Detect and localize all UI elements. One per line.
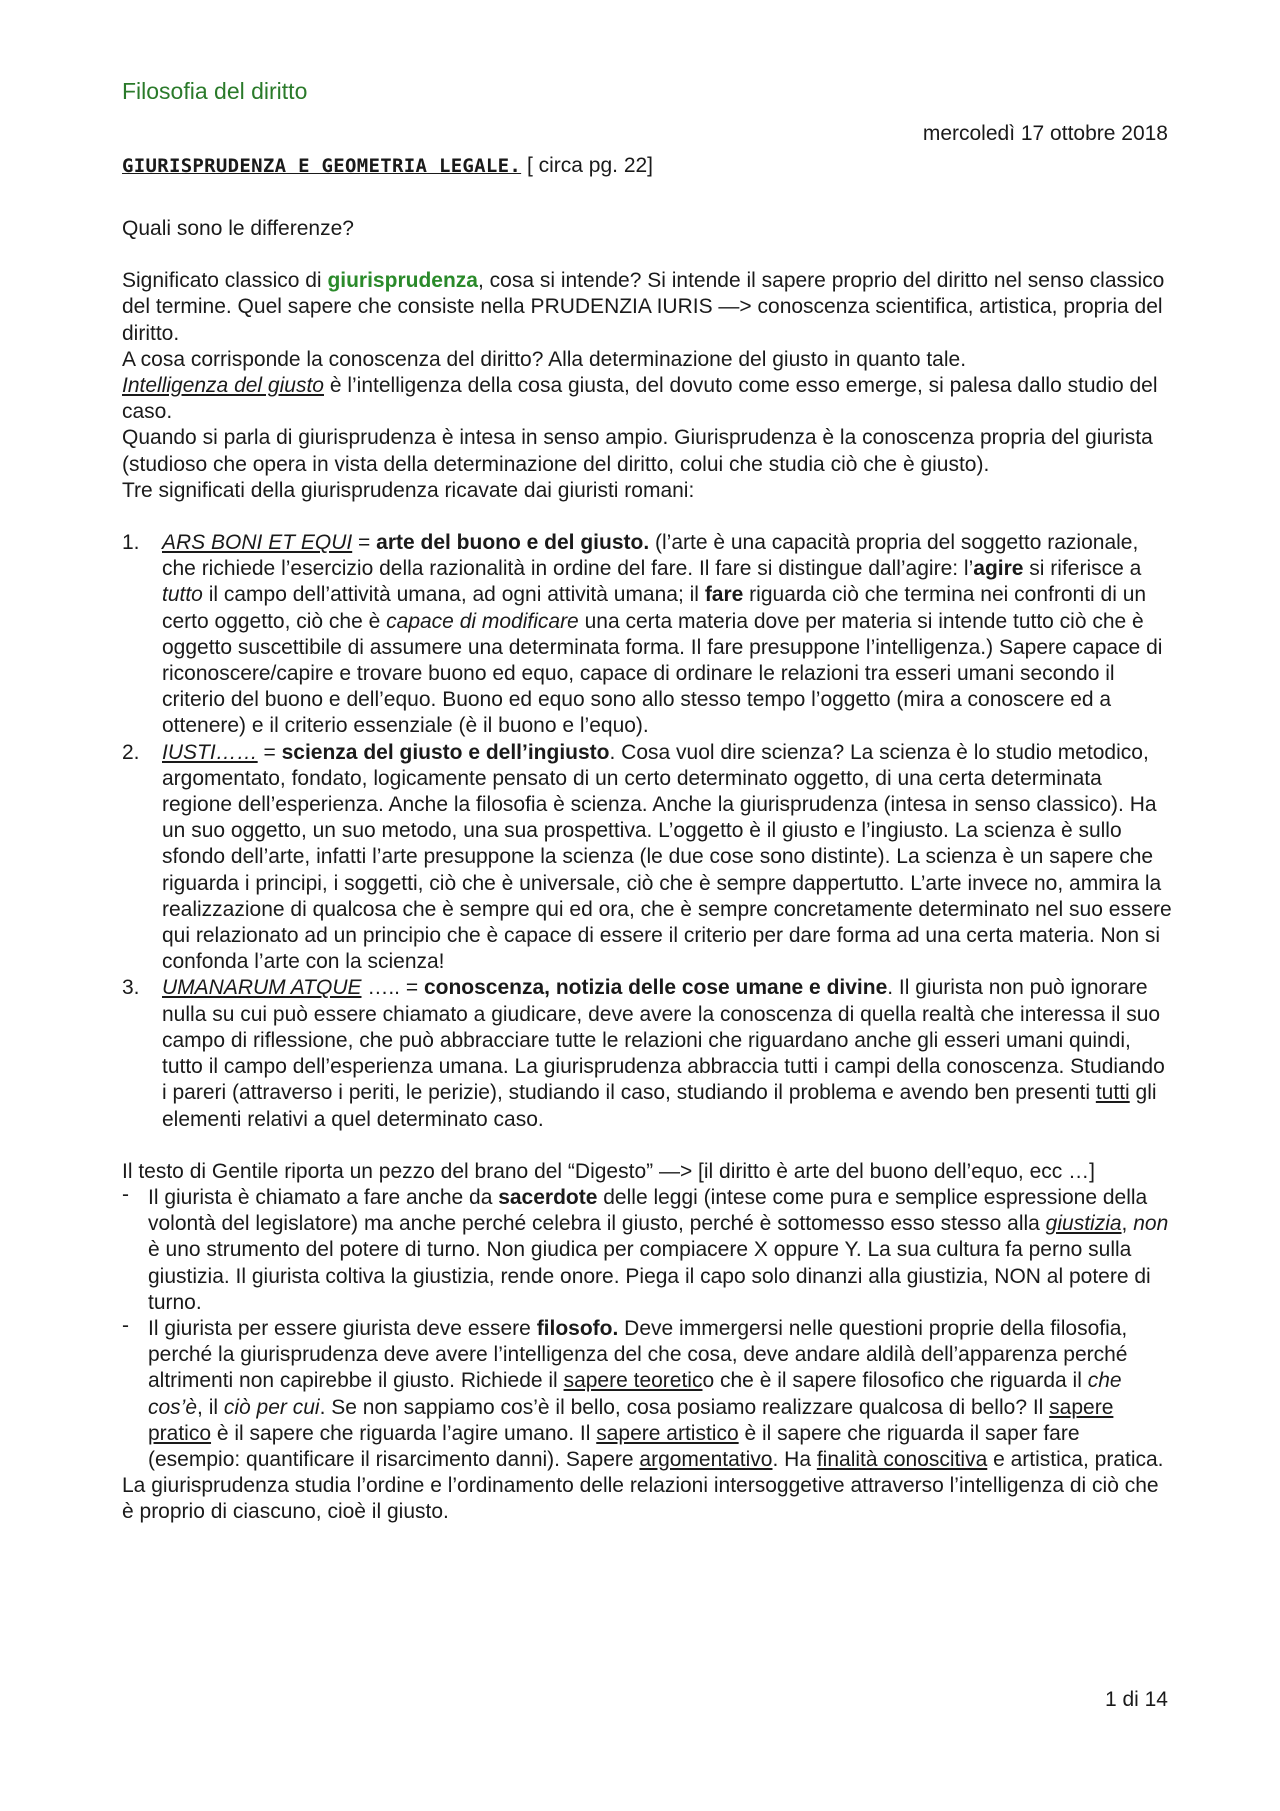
title-page-ref: [ circa pg. 22] [521, 154, 654, 177]
text-span: filosofo. [536, 1316, 619, 1340]
text-span: = [257, 740, 282, 764]
text-span: delle leggi (intese come pura e semplice espressione della volontà del legislatore) ma anche perché celebra il giusto, perché è sottomesso esso stesso alla [148, 1185, 1148, 1236]
definition: conoscenza, notizia delle cose umane e divine [423, 976, 888, 1000]
list-item [122, 1313, 1172, 1473]
paragraph-broad-sense: Quando si parla di giurisprudenza è intesa in senso ampio. Giurisprudenza è la conoscenza propria del giurista (studioso che opera in vista della determinazione del diritto, colui che studia ciò che è giusto). [122, 426, 1153, 476]
text-span: agire [973, 557, 1024, 581]
text-span: ….. = [361, 976, 424, 1000]
text-span: sapere artistico [596, 1421, 739, 1445]
text-span: gli elementi relativi a quel determinato caso. [162, 1081, 1157, 1131]
intro-question: Quali sono le differenze? [122, 217, 354, 240]
text-span: Significato classico di [122, 269, 328, 293]
text-span: = [352, 531, 377, 555]
text-span: . Ha [772, 1447, 817, 1471]
list-item [122, 975, 1172, 1132]
text-span: giustizia [1045, 1212, 1122, 1236]
jurist-points-list [122, 1182, 1172, 1473]
text-span: sapere pratico [148, 1395, 1114, 1445]
dash-bullet: - [122, 1313, 129, 1337]
text-span: una certa materia dove per materia si intende tutto ciò che è oggetto suscettibile di assumere una determinata forma. Il fare presuppone l’intelligenza.) Sapere capace di riconoscere/capire e trovare buono ed equo, capace di ordinare le relazioni tra esseri umani secondo il criterio del buono e dell’equo. Buono ed equo sono allo stesso tempo l’oggetto (mira a conoscere ed a ottenere) e il criterio essenziale (è il buono e l’equo). [162, 609, 1163, 738]
text-span: (l’arte è una capacità propria del soggetto razionale, che richiede l’esercizio della razionalità in ordine del fare. Il fare si distingue dall’agire: l’ [162, 531, 1139, 581]
text-span: . Cosa vuol dire scienza? La scienza è lo studio metodico, argomentato, fondato, logicamente pensato di un certo determinato oggetto, di una certa determinata regione dell’esperienza. Anche la filosofia è scienza. Anche la giurisprudenza (intesa in senso classico). Ha un suo oggetto, un suo metodo, una sua prospettiva. L’oggetto è il giusto e l’ingiusto. La scienza è sullo sfondo dell’arte, infatti l’arte presuppone la scienza (le due cose sono distinte). La scienza è un sapere che riguarda i principi, i soggetti, ciò che è universale, ciò che è sempre dappertutto. L’arte invece no, ammira la realizzazione di qualcosa che è sempre qui ed ora, che è sempre concretamente determinato nel suo essere qui relazionato ad un principio che è capace di essere il criterio per dare forma ad una certa materia. Non si confonda l’arte con la scienza! [162, 740, 1172, 974]
text-span: capace di modificare [386, 609, 579, 633]
title-main: GIURISPRUDENZA E GEOMETRIA LEGALE. [122, 155, 522, 177]
text-span: e artistica, pratica. [987, 1447, 1164, 1471]
text-span: è il sapere che riguarda l’agire umano. Il [211, 1421, 597, 1445]
text-span: Il giurista per essere giurista deve essere [148, 1316, 537, 1340]
text-span: tutto [162, 583, 203, 607]
text-span: finalità conoscitiva [816, 1447, 988, 1471]
paragraph-gentile: Il testo di Gentile riporta un pezzo del brano del “Digesto” —> [il diritto è arte del buono dell’equo, ecc …] [122, 1159, 1095, 1183]
page-number: 1 di 14 [1104, 1688, 1168, 1711]
lecture-date: mercoledì 17 ottobre 2018 [922, 122, 1168, 145]
paragraph-knowledge: A cosa corrisponde la conoscenza del diritto? Alla determinazione del giusto in quanto tale. [122, 347, 967, 371]
text-span: , [1121, 1212, 1134, 1236]
text-span: che cos’è [148, 1369, 1122, 1419]
list-number: 3. [122, 976, 140, 1000]
paragraph-three-meanings: Tre significati della giurisprudenza ricavate dai giuristi romani: [122, 478, 695, 502]
paragraph-closing: La giurisprudenza studia l’ordine e l’ordinamento delle relazioni intersoggetive attraverso l’intelligenza di ciò che è proprio di ciascuno, cioè il giusto. [122, 1474, 1159, 1524]
paragraph-intelligence [122, 373, 1172, 425]
term-intelligenza-giusto: Intelligenza del giusto [122, 374, 324, 398]
text-span: sacerdote [498, 1185, 598, 1209]
meanings-list [122, 530, 1172, 1133]
text-span: . Se non sappiamo cos’è il bello, cosa posiamo realizzare qualcosa di bello? Il [319, 1395, 1050, 1419]
text-span: . Il giurista non può ignorare nulla su cui può essere chiamato a giudicare, deve avere la conoscenza di quella realtà che interessa il suo campo di riflessione, che può abbracciare tutte le relazioni che riguardano anche gli esseri umani quindi, tutto il campo dell’esperienza umana. La giurisprudenza abbraccia tutti i campi della conoscenza. Studiando i pareri (attraverso i periti, le perizie), studiando il caso, studiando il problema e avendo ben presenti [162, 976, 1165, 1105]
text-span: o che è il sapere filosofico che riguarda il [702, 1369, 1088, 1393]
list-item [122, 740, 1172, 976]
text-span: , il [197, 1395, 224, 1419]
text-span: è uno strumento del potere di turno. Non giudica per compiacere X oppure Y. La sua cultura fa perno sulla giustizia. Il giurista coltiva la giustizia, rende onore. Piega il capo solo dinanzi alla giustizia, NON al potere di turno. [148, 1238, 1151, 1314]
text-span: riguarda ciò che termina nei confronti di un certo oggetto, ciò che è [162, 583, 1147, 633]
text-span: tutti [1095, 1081, 1130, 1105]
text-span: sapere teoretic [563, 1369, 703, 1393]
text-span: Il giurista è chiamato a fare anche da [148, 1185, 499, 1209]
text-span: si riferisce a [1023, 557, 1142, 581]
course-title: Filosofia del diritto [122, 78, 308, 104]
list-number: 1. [122, 531, 140, 555]
text-span: Deve immergersi nelle questioni proprie della filosofia, perché la giurisprudenza deve avere l’intelligenza del che cosa, deve andare aldilà dell’apparenza perché altrimenti non capirebbe il giusto. Richiede il [148, 1316, 1128, 1393]
latin-term: ARS BONI ET EQUI [162, 531, 353, 555]
definition: arte del buono e del giusto. [376, 531, 650, 555]
text-span: non [1133, 1212, 1169, 1236]
text-span: ciò per cui [223, 1395, 320, 1419]
text-span: è l’intelligenza della cosa giusta, del dovuto come esso emerge, si palesa dallo studio del caso. [122, 374, 1158, 424]
list-item [122, 1182, 1172, 1316]
definition: scienza del giusto e dell’ingiusto [281, 740, 610, 764]
text-span: , cosa si intende? Si intende il sapere proprio del diritto nel senso classico del termine. Quel sapere che consiste nella PRUDENZIA IURIS —> conoscenza scientifica, artistica, propria del diritto. [122, 269, 1165, 345]
document-title [122, 154, 653, 178]
document-body [122, 216, 1172, 1526]
paragraph-classic-meaning [122, 268, 1172, 347]
term-giurisprudenza: giurisprudenza [327, 269, 478, 293]
latin-term: UMANARUM ATQUE [162, 976, 362, 1000]
text-span: è il sapere che riguarda il saper fare (esempio: quantificare il risarcimento danni). Sapere [148, 1421, 1080, 1471]
list-number: 2. [122, 740, 140, 764]
list-item [122, 530, 1172, 740]
text-span: argomentativo [639, 1447, 773, 1471]
dash-bullet: - [122, 1182, 129, 1206]
text-span: fare [704, 583, 744, 607]
latin-term: IUSTI…… [162, 740, 258, 764]
text-span: il campo dell’attività umana, ad ogni attività umana; il [202, 583, 705, 607]
